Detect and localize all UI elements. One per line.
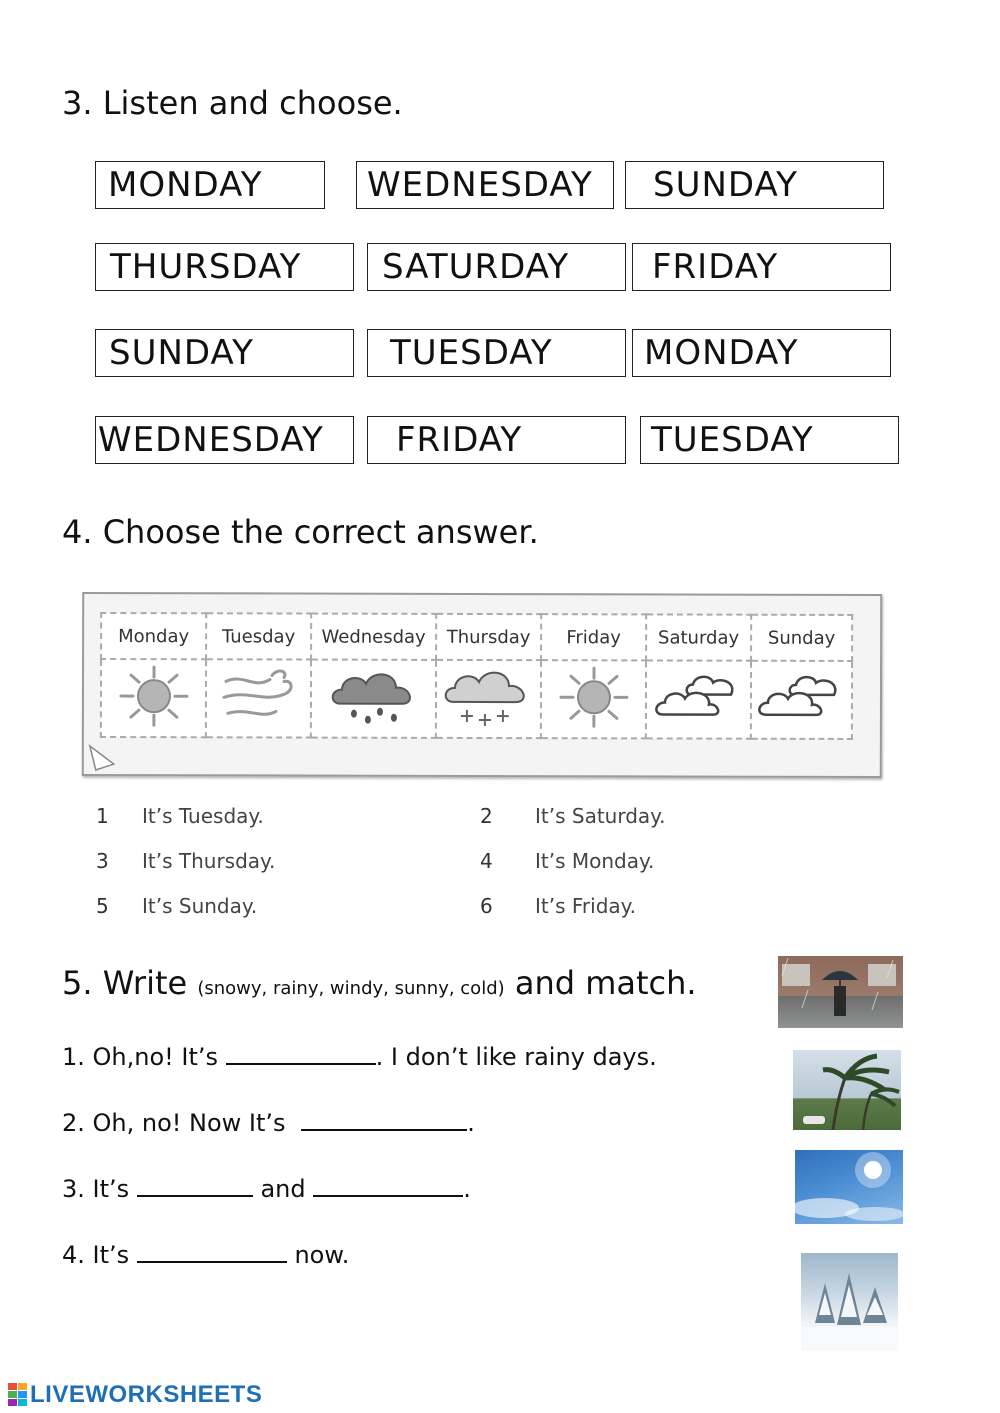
question-text: It’s Friday.: [535, 894, 636, 918]
weather-cell: [101, 659, 206, 737]
question-number: 6: [480, 894, 493, 918]
question-number: 3: [96, 849, 109, 873]
sentence-text: 4. It’s: [62, 1241, 130, 1269]
day-cell: Thursday: [436, 614, 541, 660]
sun-sky-icon: [795, 1150, 903, 1224]
day-box[interactable]: WEDNESDAY: [95, 416, 354, 464]
day-box[interactable]: TUESDAY: [640, 416, 899, 464]
weather-table: [100, 612, 853, 740]
question-text: It’s Tuesday.: [142, 804, 264, 828]
question-number: 5: [96, 894, 109, 918]
snowy-trees-photo[interactable]: [801, 1253, 898, 1351]
sun-icon: [548, 664, 638, 730]
day-cell: Tuesday: [206, 613, 311, 659]
weather-calendar: [82, 592, 882, 778]
word-bank: (snowy, rainy, windy, sunny, cold): [197, 978, 505, 999]
day-cell: Sunday: [751, 615, 852, 661]
day-box[interactable]: FRIDAY: [632, 243, 891, 291]
umbrella-person-icon: [778, 956, 903, 1028]
answer-blank[interactable]: [137, 1175, 253, 1197]
weather-cell: [311, 660, 436, 738]
question-number: 2: [480, 804, 493, 828]
question-number: 1: [96, 804, 109, 828]
question-text: It’s Monday.: [535, 849, 655, 873]
day-cell: Monday: [101, 613, 206, 659]
snow-trees-icon: [801, 1253, 898, 1351]
weather-cell: [436, 660, 541, 738]
day-cell: Friday: [541, 614, 646, 660]
sentence-text: 2. Oh, no! Now It’s: [62, 1109, 286, 1137]
answer-blank[interactable]: [313, 1175, 463, 1197]
title-start: 5. Write: [62, 964, 188, 1002]
question-text: It’s Saturday.: [535, 804, 666, 828]
day-box[interactable]: MONDAY: [95, 161, 325, 209]
sunny-sky-photo[interactable]: [795, 1150, 903, 1224]
clouds-icon: [650, 664, 746, 730]
day-cell: Wednesday: [311, 614, 436, 660]
logo-text: LIVEWORKSHEETS: [30, 1381, 263, 1408]
sentence-2: [62, 1109, 475, 1137]
sentence-text: . I don’t like rainy days.: [375, 1043, 657, 1071]
weather-cell: [646, 660, 751, 738]
day-cell: Saturday: [646, 614, 751, 660]
rain-cloud-icon: [323, 664, 423, 730]
section-4-title: 4. Choose the correct answer.: [62, 513, 539, 551]
liveworksheets-logo: [8, 1382, 262, 1408]
day-box[interactable]: TUESDAY: [367, 329, 626, 377]
sentence-text: 1. Oh,no! It’s: [62, 1043, 219, 1071]
wind-icon: [213, 663, 303, 729]
section-5-title: [62, 964, 697, 1002]
sentence-text: and: [260, 1175, 306, 1203]
weather-cell: [751, 661, 852, 739]
day-box[interactable]: MONDAY: [632, 329, 891, 377]
title-end: and match.: [514, 964, 697, 1002]
paper-curl-icon: [88, 744, 118, 774]
day-box[interactable]: SATURDAY: [367, 243, 626, 291]
day-box[interactable]: WEDNESDAY: [356, 161, 614, 209]
answer-blank[interactable]: [301, 1109, 467, 1131]
sentence-text: 3. It’s: [62, 1175, 130, 1203]
answer-blank[interactable]: [226, 1043, 376, 1065]
rain-umbrella-photo[interactable]: [778, 956, 903, 1028]
question-text: It’s Thursday.: [142, 849, 276, 873]
snow-cloud-icon: [438, 664, 538, 730]
question-text: It’s Sunday.: [142, 894, 258, 918]
sentence-4: [62, 1241, 349, 1269]
sentence-text: now.: [294, 1241, 350, 1269]
day-box[interactable]: FRIDAY: [367, 416, 626, 464]
sentence-1: [62, 1043, 657, 1071]
section-3-title: 3. Listen and choose.: [62, 84, 403, 122]
answer-blank[interactable]: [137, 1241, 287, 1263]
sentence-3: [62, 1175, 471, 1203]
day-box[interactable]: SUNDAY: [625, 161, 884, 209]
windy-palms-photo[interactable]: [793, 1050, 901, 1130]
clouds-icon: [753, 665, 849, 731]
palm-trees-icon: [793, 1050, 901, 1130]
day-box[interactable]: SUNDAY: [95, 329, 354, 377]
sentence-text: .: [463, 1175, 471, 1203]
weather-cell: [206, 659, 311, 737]
sun-icon: [108, 663, 198, 729]
weather-cell: [541, 660, 646, 738]
question-number: 4: [480, 849, 493, 873]
sentence-text: .: [467, 1109, 475, 1137]
day-box[interactable]: THURSDAY: [95, 243, 354, 291]
logo-icon: [8, 1383, 28, 1407]
